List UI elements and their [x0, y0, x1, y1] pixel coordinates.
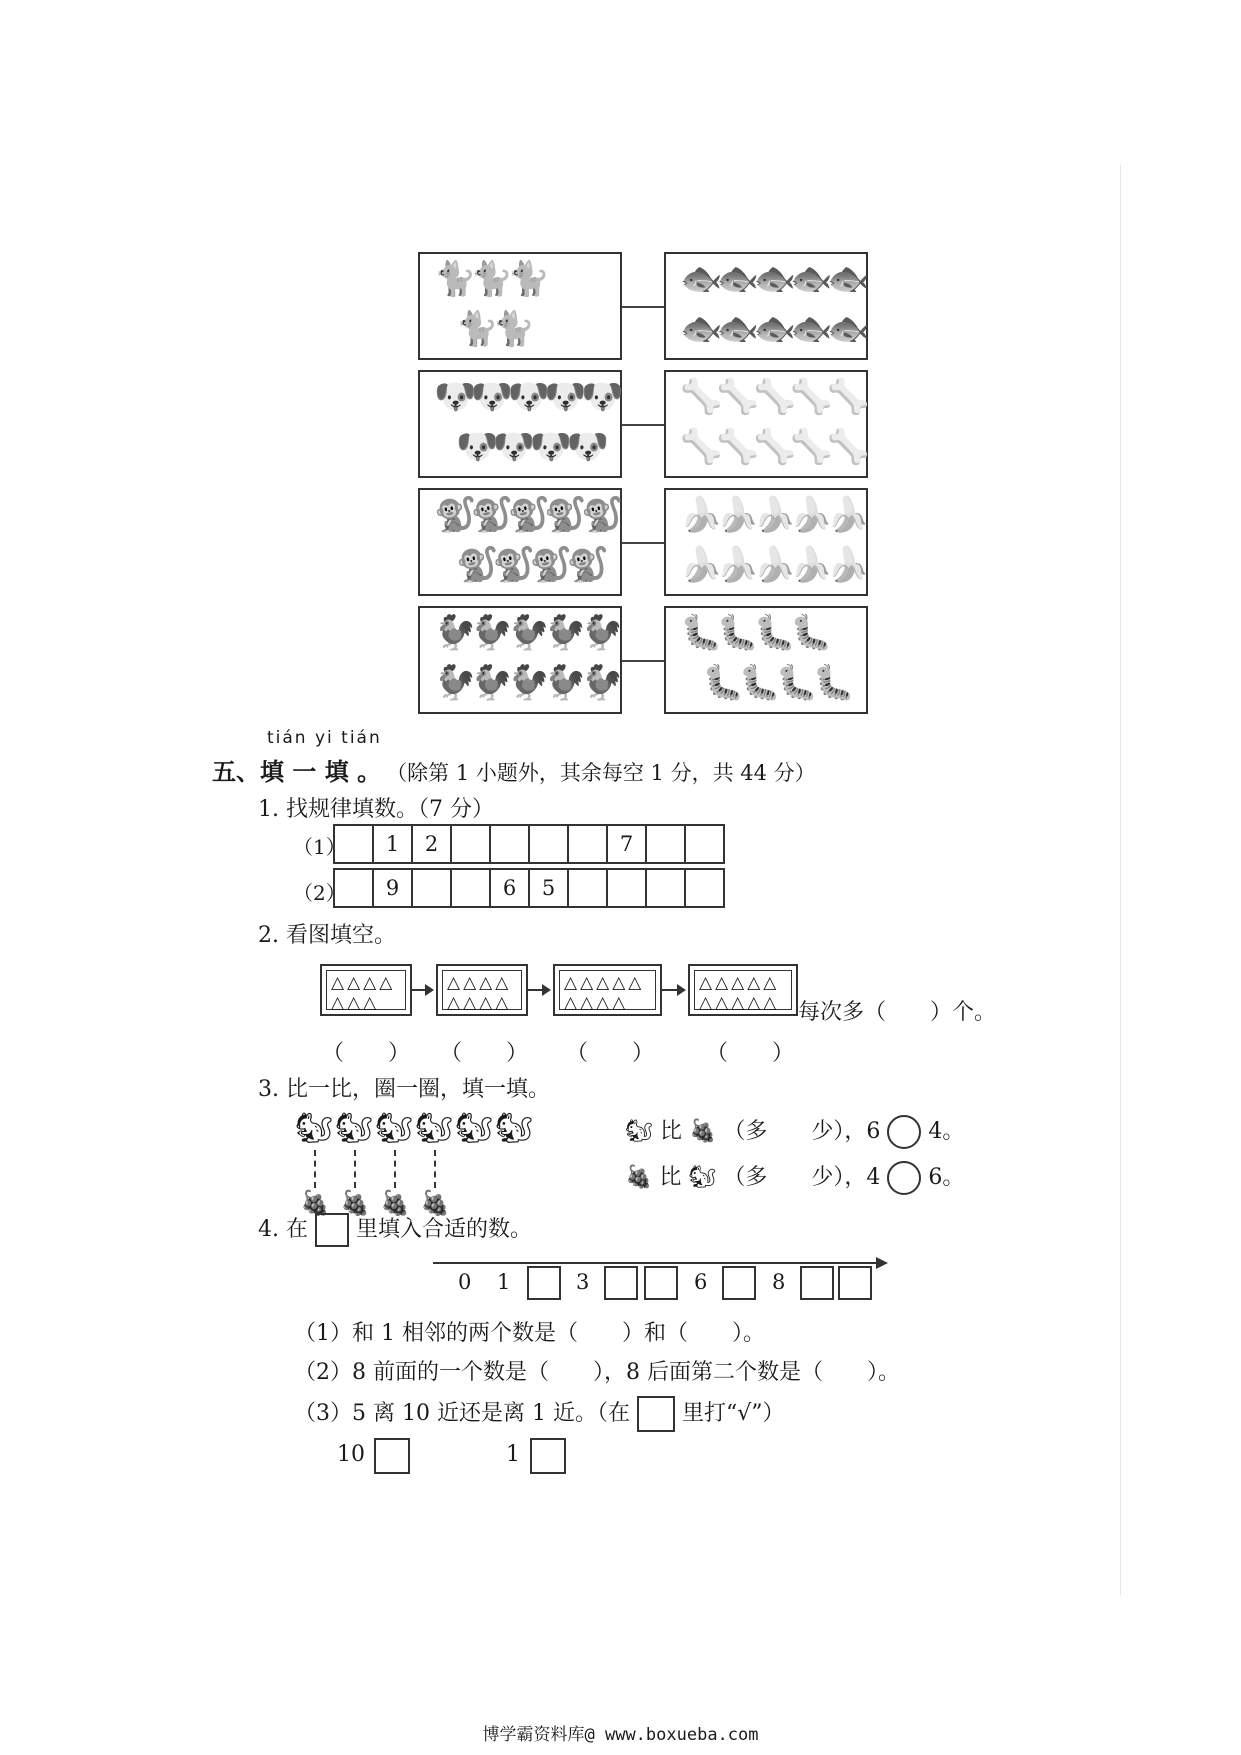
fish-icon: 🐟 — [680, 309, 723, 349]
dog-icon: 🐶 — [507, 377, 550, 417]
q1-row1-table — [333, 824, 725, 864]
triangle-line: △△△△ — [331, 973, 396, 993]
banana-icon: 🍌 — [790, 495, 833, 535]
match-box-right-2[interactable] — [664, 370, 868, 478]
chicken-icon: 🐓 — [470, 613, 514, 653]
cat-icon: 🐈 — [434, 259, 477, 299]
seq-cell[interactable] — [529, 825, 568, 863]
worm-icon: 🐛 — [738, 663, 782, 703]
match-box-right-3[interactable] — [664, 488, 868, 596]
monkey-icon: 🐒 — [434, 495, 477, 535]
option-10-checkbox[interactable] — [374, 1438, 410, 1474]
fish-icon: 🐟 — [753, 309, 796, 349]
dashed-link — [394, 1150, 396, 1188]
seq-cell: 2 — [412, 825, 451, 863]
number-line-arrow — [876, 1257, 888, 1269]
seq-cell: 9 — [373, 869, 412, 907]
seq-cell: 7 — [607, 825, 646, 863]
chicken-icon: 🐓 — [507, 613, 550, 653]
answer-blank-3[interactable]: （ ） — [566, 1041, 655, 1066]
cat-icon: 🐈 — [492, 309, 536, 349]
worm-icon: 🐛 — [790, 613, 833, 653]
worm-icon: 🐛 — [702, 663, 745, 703]
compare-circle-1[interactable] — [887, 1115, 921, 1149]
seq-cell[interactable] — [646, 825, 685, 863]
banana-icon: 🍌 — [790, 545, 833, 585]
nl-num-8: 8 — [772, 1270, 786, 1294]
triangle-box-4 — [688, 964, 798, 1016]
match-connector — [622, 306, 664, 308]
q4-sub2: （2）8 前面的一个数是（ ），8 后面第二个数是（ ）。 — [294, 1360, 900, 1385]
seq-cell: 1 — [373, 825, 412, 863]
q3-line2-end: 6。 — [928, 1165, 965, 1190]
triangle-box-3 — [553, 964, 662, 1016]
q1-row2-table — [333, 868, 725, 908]
match-connector — [622, 660, 664, 662]
nl-num-3: 3 — [576, 1270, 590, 1294]
seq-cell[interactable] — [451, 869, 490, 907]
match-connector — [622, 542, 664, 544]
triangle-group — [559, 970, 656, 1013]
bone-icon: 🦴 — [790, 377, 833, 417]
q3-line2-choice: （多 少），4 — [723, 1165, 881, 1190]
seq-cell[interactable] — [646, 869, 685, 907]
triangle-group — [442, 970, 522, 1013]
worm-icon: 🐛 — [716, 613, 760, 653]
compare-circle-2[interactable] — [887, 1161, 921, 1195]
triangle-line: △△△△ — [447, 973, 512, 993]
nl-blank-5[interactable] — [644, 1266, 678, 1300]
triangle-line: △△△△△ — [699, 993, 780, 1013]
q4-sub3 — [294, 1396, 784, 1432]
worm-icon: 🐛 — [812, 663, 855, 703]
banana-icon: 🍌 — [680, 495, 723, 535]
q2-heading: 2. 看图填空。 — [258, 923, 396, 948]
monkey-icon: 🐒 — [529, 545, 573, 585]
dashed-link — [354, 1150, 356, 1188]
triangle-line: △△△ — [331, 993, 380, 1013]
seq-cell[interactable] — [685, 825, 724, 863]
number-line-axis — [433, 1262, 880, 1264]
dog-icon: 🐶 — [434, 377, 477, 417]
grapes-icon: 🍇 — [380, 1189, 410, 1217]
dashed-link — [314, 1150, 316, 1188]
grapes-icon: 🍇 — [420, 1189, 450, 1217]
seq-cell[interactable] — [334, 869, 373, 907]
chicken-icon: 🐓 — [434, 663, 477, 703]
nl-blank-9[interactable] — [800, 1266, 834, 1300]
fish-icon: 🐟 — [790, 259, 833, 299]
nl-num-6: 6 — [694, 1270, 708, 1294]
monkey-icon: 🐒 — [456, 545, 499, 585]
seq-cell: 6 — [490, 869, 529, 907]
squirrel-icon: 🐿 — [625, 1119, 653, 1144]
q4-heading — [258, 1212, 532, 1247]
triangle-line: △△△△△ — [564, 973, 645, 993]
section-title: 五、填 一 填 。 — [212, 758, 382, 786]
option-1-checkbox[interactable] — [530, 1438, 566, 1474]
squirrel-icon: 🐿 — [415, 1111, 454, 1146]
chicken-icon: 🐓 — [470, 663, 514, 703]
bone-icon: 🦴 — [753, 427, 796, 467]
bone-icon: 🦴 — [790, 427, 833, 467]
dog-icon: 🐶 — [581, 377, 624, 417]
grapes-icon: 🍇 — [340, 1189, 370, 1217]
q3-line2 — [625, 1160, 964, 1195]
q4-sub3-post: 里打“√”） — [681, 1401, 785, 1426]
nl-blank-4[interactable] — [604, 1266, 638, 1300]
q2-suffix: 每次多（ ）个。 — [798, 1000, 997, 1025]
squirrel-icon: 🐿 — [455, 1111, 494, 1146]
banana-icon: 🍌 — [753, 495, 796, 535]
cat-icon: 🐈 — [456, 309, 499, 349]
squirrel-icon: 🐿 — [688, 1165, 717, 1190]
dog-icon: 🐶 — [529, 427, 573, 467]
nl-blank-10[interactable] — [838, 1266, 872, 1300]
nl-blank-7[interactable] — [722, 1266, 756, 1300]
match-box-left-1[interactable] — [418, 252, 622, 360]
seq-cell[interactable] — [451, 825, 490, 863]
grapes-icon: 🍇 — [300, 1189, 330, 1217]
worm-icon: 🐛 — [753, 613, 796, 653]
match-box-left-3[interactable] — [418, 488, 622, 596]
fish-icon: 🐟 — [716, 259, 760, 299]
monkey-icon: 🐒 — [566, 545, 609, 585]
match-box-right-1[interactable] — [664, 252, 868, 360]
q4-sub3-box — [637, 1396, 675, 1432]
triangle-line: △△△△△ — [699, 973, 780, 993]
squirrel-icon: 🐿 — [335, 1111, 374, 1146]
dog-icon: 🐶 — [566, 427, 609, 467]
banana-icon: 🍌 — [753, 545, 796, 585]
grapes-icon: 🍇 — [688, 1119, 717, 1144]
chicken-icon: 🐓 — [544, 663, 587, 703]
seq-cell[interactable] — [607, 869, 646, 907]
squirrel-icon: 🐿 — [495, 1111, 534, 1146]
seq-cell: 5 — [529, 869, 568, 907]
triangle-line: △△△△ — [447, 993, 512, 1013]
banana-icon: 🍌 — [827, 495, 870, 535]
seq-cell[interactable] — [568, 825, 607, 863]
q4-sub3-pre: （3）5 离 10 近还是离 1 近。（在 — [294, 1401, 630, 1426]
chicken-icon: 🐓 — [581, 663, 624, 703]
fish-icon: 🐟 — [827, 309, 870, 349]
banana-icon: 🍌 — [680, 545, 723, 585]
dog-icon: 🐶 — [456, 427, 499, 467]
compare-word: 比 — [659, 1165, 682, 1190]
banana-icon: 🍌 — [716, 495, 760, 535]
chicken-icon: 🐓 — [581, 613, 624, 653]
bone-icon: 🦴 — [827, 377, 870, 417]
arrow-icon — [528, 989, 549, 991]
answer-blank-4[interactable]: （ ） — [706, 1041, 795, 1066]
q3-line1-end: 4。 — [928, 1119, 965, 1144]
monkey-icon: 🐒 — [507, 495, 550, 535]
option-10-label: 10 — [337, 1442, 365, 1467]
chicken-icon: 🐓 — [434, 613, 477, 653]
q3-line1-choice: （多 少），6 — [723, 1119, 881, 1144]
q3-heading: 3. 比一比，圈一圈，填一填。 — [258, 1077, 550, 1102]
chicken-icon: 🐓 — [507, 663, 550, 703]
bone-icon: 🦴 — [753, 377, 796, 417]
fish-icon: 🐟 — [680, 259, 723, 299]
compare-word: 比 — [659, 1119, 682, 1144]
q4-heading-post: 里填入合适的数。 — [355, 1217, 532, 1242]
bone-icon: 🦴 — [827, 427, 870, 467]
option-1-label: 1 — [506, 1442, 520, 1467]
nl-num-1: 1 — [497, 1270, 511, 1294]
grapes-icon: 🍇 — [625, 1165, 653, 1190]
monkey-icon: 🐒 — [470, 495, 514, 535]
match-connector — [622, 424, 664, 426]
bone-icon: 🦴 — [680, 427, 723, 467]
chicken-icon: 🐓 — [544, 613, 587, 653]
triangle-line: △△△△ — [564, 993, 629, 1013]
worm-icon: 🐛 — [775, 663, 819, 703]
section-header — [212, 752, 816, 787]
q4-sub1: （1）和 1 相邻的两个数是（ ）和（ ）。 — [294, 1321, 765, 1346]
fish-icon: 🐟 — [790, 309, 833, 349]
match-box-left-2[interactable] — [418, 370, 622, 478]
fish-icon: 🐟 — [753, 259, 796, 299]
bone-icon: 🦴 — [680, 377, 723, 417]
arrow-icon — [662, 989, 684, 991]
bone-icon: 🦴 — [716, 377, 760, 417]
section-note: （除第 1 小题外，其余每空 1 分，共 44 分） — [386, 761, 816, 785]
dog-icon: 🐶 — [470, 377, 514, 417]
q4-heading-box — [315, 1213, 349, 1247]
footer-watermark: 博学霸资料库@ www.boxueba.com — [482, 1725, 759, 1745]
banana-icon: 🍌 — [827, 545, 870, 585]
seq-cell[interactable] — [685, 869, 724, 907]
q1-heading: 1. 找规律填数。（7 分） — [258, 797, 494, 822]
dashed-link — [434, 1150, 436, 1188]
triangle-group — [694, 970, 792, 1013]
scan-edge — [1120, 165, 1121, 1595]
dog-icon: 🐶 — [492, 427, 536, 467]
nl-blank-2[interactable] — [527, 1266, 561, 1300]
q1-row2-label: （2） — [293, 881, 346, 905]
seq-cell[interactable] — [412, 869, 451, 907]
monkey-icon: 🐒 — [492, 545, 536, 585]
cat-icon: 🐈 — [507, 259, 550, 299]
seq-cell[interactable] — [568, 869, 607, 907]
q1-row1-label: （1） — [293, 835, 346, 859]
monkey-icon: 🐒 — [581, 495, 624, 535]
q3-line1 — [625, 1114, 964, 1149]
triangle-group — [326, 970, 406, 1013]
q4-heading-pre: 4. 在 — [258, 1217, 308, 1242]
worm-icon: 🐛 — [680, 613, 723, 653]
bone-icon: 🦴 — [716, 427, 760, 467]
squirrel-icon: 🐿 — [375, 1111, 414, 1146]
monkey-icon: 🐒 — [544, 495, 587, 535]
dog-icon: 🐶 — [544, 377, 587, 417]
squirrel-icon: 🐿 — [295, 1111, 334, 1146]
triangle-box-1 — [320, 964, 412, 1016]
section-pinyin: tián yi tián — [267, 728, 382, 748]
fish-icon: 🐟 — [716, 309, 760, 349]
match-box-left-4[interactable] — [418, 606, 622, 714]
cat-icon: 🐈 — [470, 259, 514, 299]
nl-num-0: 0 — [458, 1270, 472, 1294]
answer-blank-1[interactable]: （ ） — [322, 1041, 411, 1066]
answer-blank-2[interactable]: （ ） — [440, 1041, 529, 1066]
seq-cell[interactable] — [334, 825, 373, 863]
fish-icon: 🐟 — [827, 259, 870, 299]
arrow-icon — [412, 989, 432, 991]
seq-cell[interactable] — [490, 825, 529, 863]
match-box-right-4[interactable] — [664, 606, 868, 714]
banana-icon: 🍌 — [716, 545, 760, 585]
triangle-box-2 — [436, 964, 528, 1016]
